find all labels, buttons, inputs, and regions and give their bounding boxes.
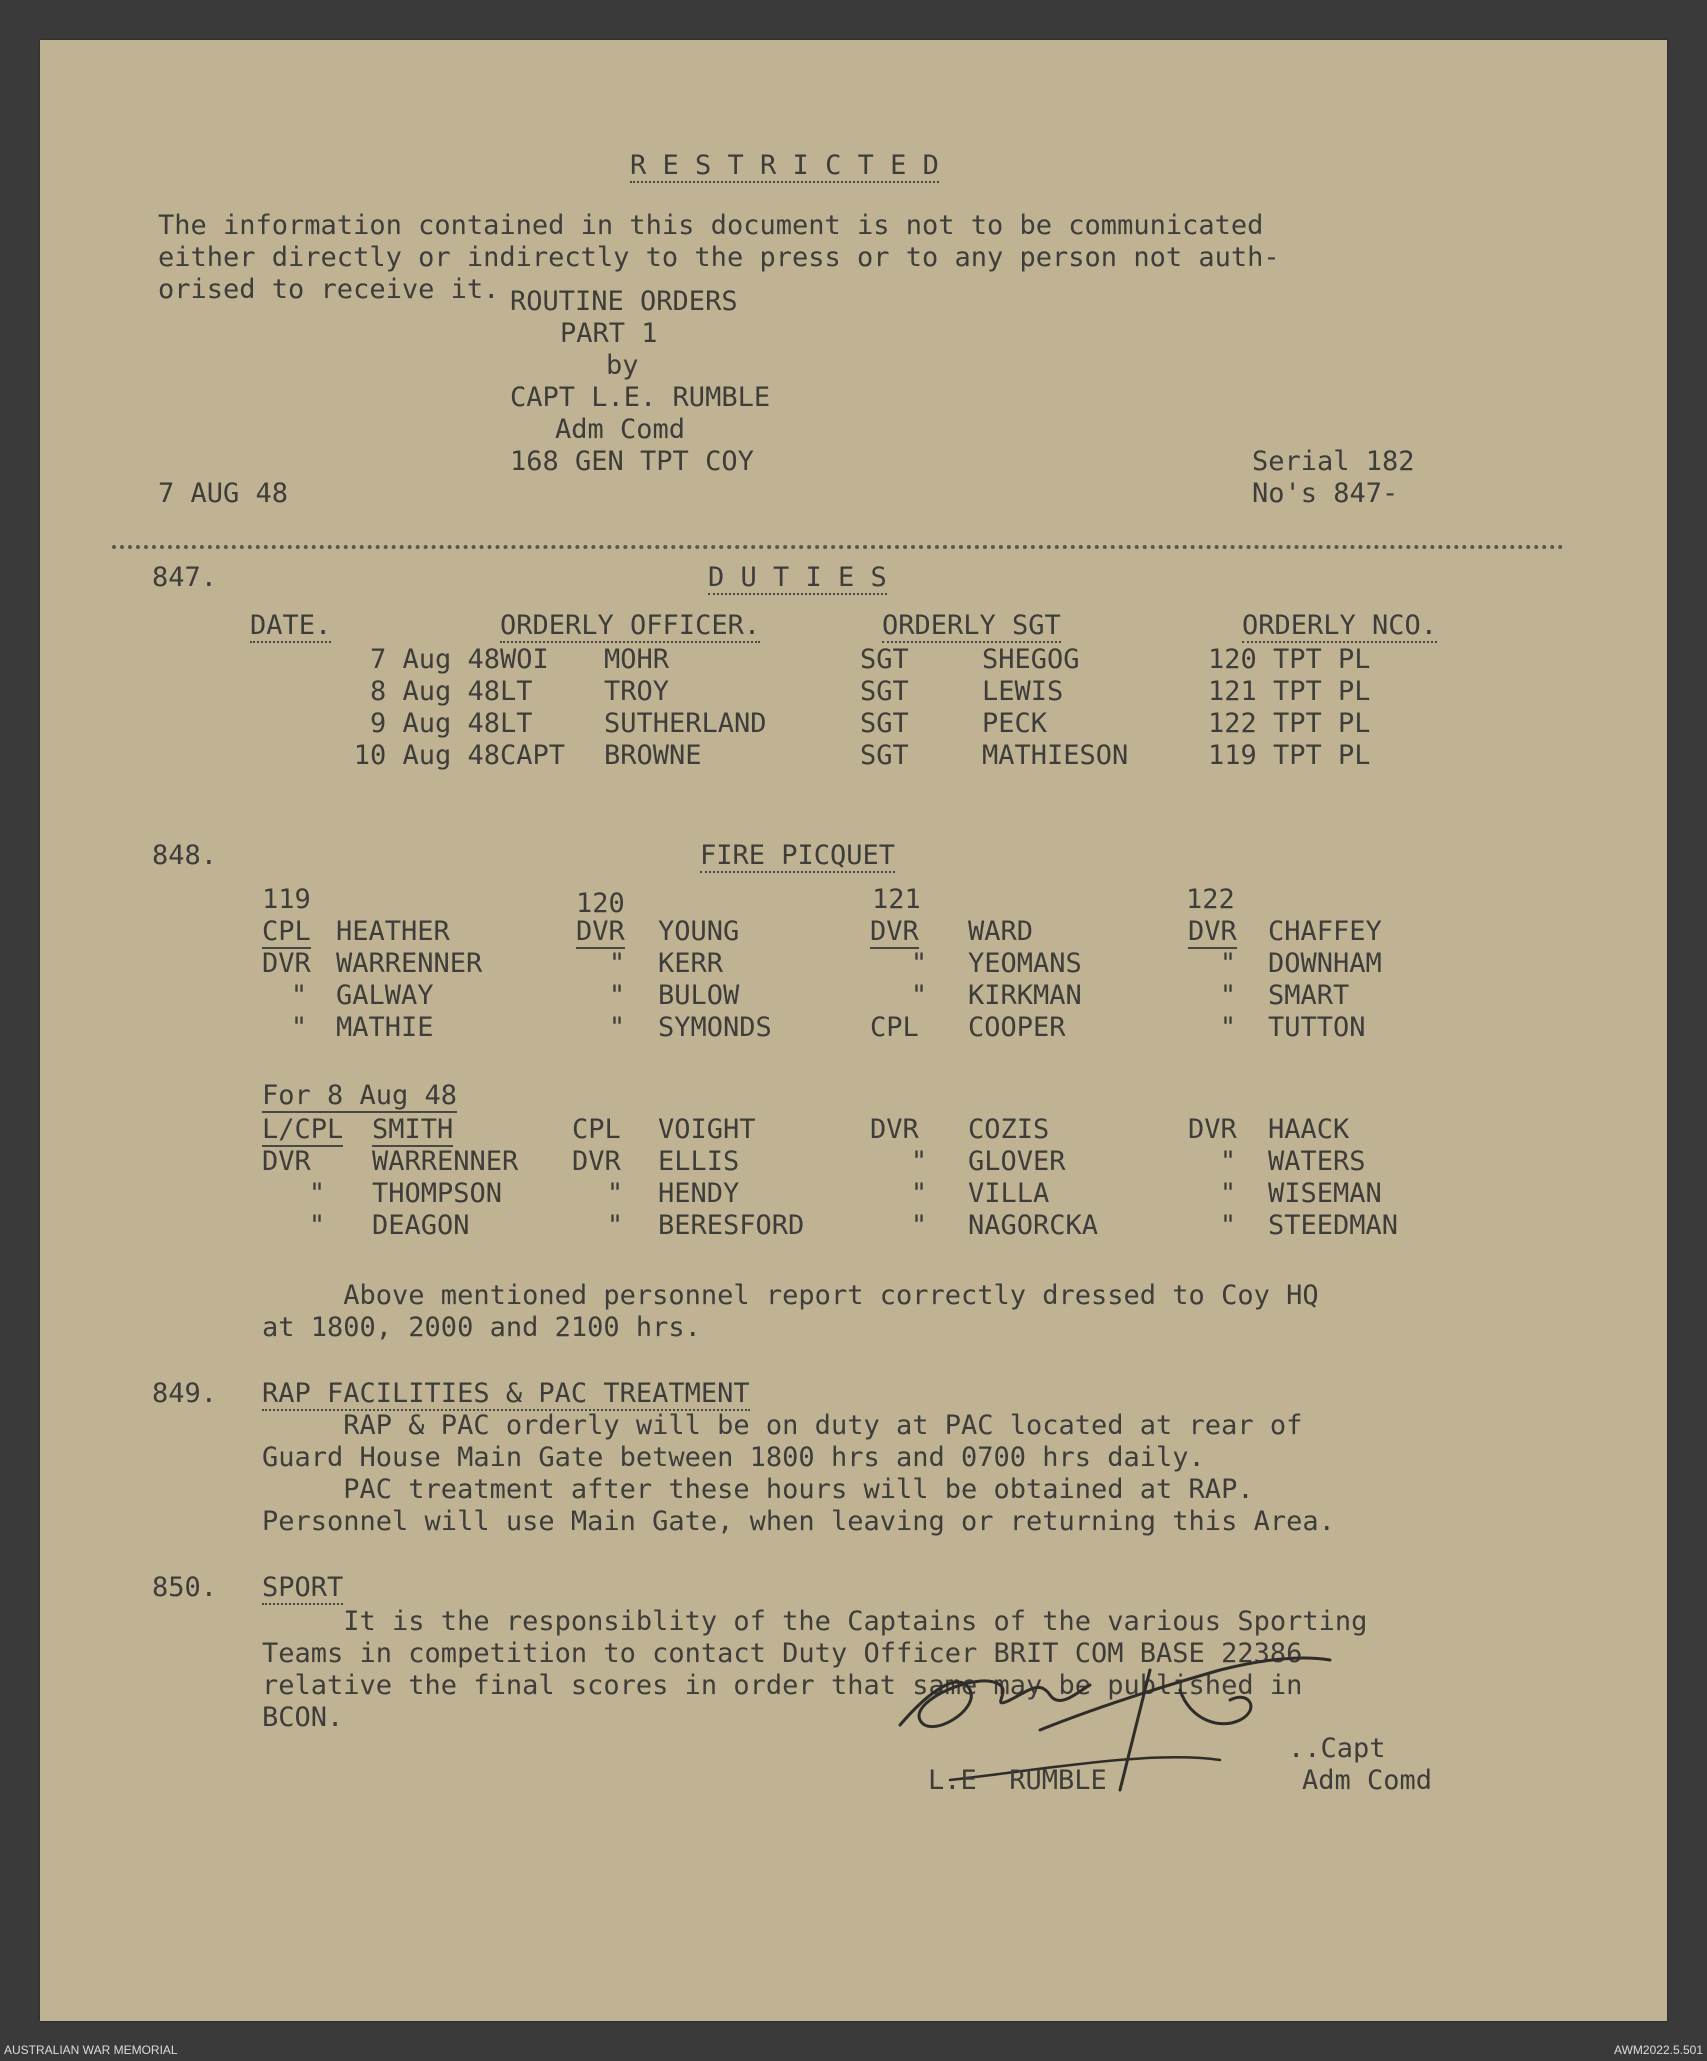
officer-name: SUTHERLAND	[604, 708, 767, 739]
member-name: GALWAY	[336, 980, 434, 1011]
rank: "	[1219, 948, 1237, 979]
member-name: DOWNHAM	[1268, 948, 1382, 979]
member-name: SYMONDS	[658, 1012, 772, 1043]
sgt-rank: SGT	[860, 708, 909, 739]
member-name: KIRKMAN	[968, 980, 1082, 1011]
table-row	[238, 644, 1371, 676]
footer-source: AUSTRALIAN WAR MEMORIAL	[4, 2043, 178, 2057]
duty-date: 10 Aug 48	[353, 740, 500, 771]
rank: "	[910, 1210, 928, 1241]
nco-unit: 120 TPT PL	[1208, 644, 1371, 675]
rank: "	[910, 1178, 928, 1209]
duties-title: D U T I E S	[708, 562, 887, 593]
rank: "	[606, 1210, 624, 1241]
heading-line-3: by	[606, 350, 639, 381]
member-name: COZIS	[968, 1114, 1050, 1145]
member-name: HENDY	[658, 1178, 740, 1209]
sgt-rank: SGT	[860, 740, 909, 771]
platoon-122: 122	[1186, 884, 1235, 915]
member-name: TUTTON	[1268, 1012, 1366, 1043]
signature-rank: ..Capt	[1288, 1733, 1386, 1764]
member-name: CHAFFEY	[1268, 916, 1382, 947]
duties-header-date: DATE.	[250, 610, 332, 641]
officer-name: MOHR	[604, 644, 670, 675]
member-name: WARD	[968, 916, 1034, 947]
order-numbers: No's 847-	[1252, 478, 1399, 509]
rank: DVR	[870, 1114, 919, 1145]
table-row	[262, 916, 1382, 948]
member-name: NAGORCKA	[968, 1210, 1099, 1241]
member-name: VILLA	[968, 1178, 1050, 1209]
member-name: VOIGHT	[658, 1114, 756, 1145]
rank: "	[910, 1146, 928, 1177]
notice-line-2: either directly or indirectly to the press or to any person not auth-	[158, 242, 1280, 273]
footer-reference: AWM2022.5.501	[1614, 2043, 1703, 2057]
member-name: GLOVER	[968, 1146, 1066, 1177]
rap-line-1: RAP & PAC orderly will be on duty at PAC located at rear of	[262, 1410, 1303, 1441]
member-name: YOUNG	[658, 916, 740, 947]
member-name: WARRENNER	[372, 1146, 519, 1177]
sgt-name: MATHIESON	[982, 740, 1129, 771]
picquet-note-1: Above mentioned personnel report correctly dressed to Coy HQ	[262, 1280, 1319, 1311]
sport-line-2: Teams in competition to contact Duty Officer BRIT COM BASE 22386	[262, 1638, 1303, 1669]
member-name: BERESFORD	[658, 1210, 805, 1241]
serial-number: Serial 182	[1252, 446, 1415, 477]
order-date: 7 AUG 48	[158, 478, 289, 509]
picquet-title: FIRE PICQUET	[700, 840, 896, 871]
document-page	[40, 40, 1667, 2021]
rank: "	[308, 1210, 326, 1241]
nco-unit: 119 TPT PL	[1208, 740, 1371, 771]
sgt-name: LEWIS	[982, 676, 1064, 707]
rank: "	[608, 948, 626, 979]
rank: "	[1219, 1012, 1237, 1043]
rank: "	[910, 948, 928, 979]
member-name: SMITH	[372, 1114, 454, 1145]
officer-rank: CAPT	[500, 740, 566, 771]
rap-title: RAP FACILITIES & PAC TREATMENT	[262, 1378, 750, 1409]
member-name: HEATHER	[336, 916, 450, 947]
rank: "	[608, 980, 626, 1011]
officer-rank: LT	[500, 708, 533, 739]
rank: "	[606, 1178, 624, 1209]
notice-line-3: orised to receive it.	[158, 274, 500, 305]
table-row	[262, 948, 1382, 980]
rank: CPL	[262, 916, 311, 947]
sport-line-4: BCON.	[262, 1702, 344, 1733]
classification-heading: R E S T R I C T E D	[630, 150, 939, 181]
table-row	[262, 1146, 1398, 1178]
table-row	[262, 1178, 1398, 1210]
rank: DVR	[870, 916, 919, 947]
sport-line-3: relative the final scores in order that same may be published in	[262, 1670, 1303, 1701]
table-row	[238, 708, 1371, 740]
table-row	[238, 740, 1371, 772]
rank: "	[1219, 1210, 1237, 1241]
sgt-name: SHEGOG	[982, 644, 1080, 675]
table-row	[262, 1012, 1382, 1044]
rank: CPL	[572, 1114, 621, 1145]
rank: DVR	[262, 1146, 311, 1177]
section-number-848: 848.	[152, 840, 218, 871]
picquet-table	[262, 916, 1382, 1044]
heading-line-4: CAPT L.E. RUMBLE	[510, 382, 771, 413]
sgt-rank: SGT	[860, 644, 909, 675]
member-name: SMART	[1268, 980, 1350, 1011]
member-name: BULOW	[658, 980, 740, 1011]
picquet-date-label: For 8 Aug 48	[262, 1080, 458, 1111]
officer-name: BROWNE	[604, 740, 702, 771]
nco-unit: 121 TPT PL	[1208, 676, 1371, 707]
member-name: THOMPSON	[372, 1178, 503, 1209]
signature-name: L.E RUMBLE	[928, 1765, 1107, 1796]
rap-line-3: PAC treatment after these hours will be obtained at RAP.	[262, 1474, 1254, 1505]
section-number-847: 847.	[152, 562, 218, 593]
sport-title: SPORT	[262, 1572, 344, 1603]
signature-appointment: Adm Comd	[1302, 1765, 1433, 1796]
member-name: KERR	[658, 948, 724, 979]
rank: "	[290, 980, 308, 1011]
platoon-121: 121	[872, 884, 921, 915]
rap-line-2: Guard House Main Gate between 1800 hrs and 0700 hrs daily.	[262, 1442, 1205, 1473]
picquet-table-2	[262, 1114, 1398, 1242]
notice-line-1: The information contained in this document is not to be communicated	[158, 210, 1264, 241]
officer-rank: LT	[500, 676, 533, 707]
nco-unit: 122 TPT PL	[1208, 708, 1371, 739]
sgt-rank: SGT	[860, 676, 909, 707]
rank: "	[1219, 980, 1237, 1011]
table-row	[262, 980, 1382, 1012]
duties-header-sgt: ORDERLY SGT	[882, 610, 1061, 641]
picquet-note-2: at 1800, 2000 and 2100 hrs.	[262, 1312, 701, 1343]
heading-line-6: 168 GEN TPT COY	[510, 446, 754, 477]
rank: "	[290, 1012, 308, 1043]
rank: "	[1219, 1146, 1237, 1177]
platoon-119: 119	[262, 884, 311, 915]
member-name: YEOMANS	[968, 948, 1082, 979]
member-name: ELLIS	[658, 1146, 740, 1177]
duties-table	[238, 644, 1371, 772]
member-name: MATHIE	[336, 1012, 434, 1043]
platoon-120: 120	[576, 888, 625, 919]
rank: L/CPL	[262, 1114, 344, 1145]
rank: DVR	[1188, 916, 1237, 947]
sport-line-1: It is the responsiblity of the Captains of the various Sporting	[262, 1606, 1368, 1637]
section-number-849: 849.	[152, 1378, 218, 1409]
table-row	[262, 1114, 1398, 1146]
section-number-850: 850.	[152, 1572, 218, 1603]
member-name: WISEMAN	[1268, 1178, 1382, 1209]
duties-header-nco: ORDERLY NCO.	[1242, 610, 1438, 641]
member-name: COOPER	[968, 1012, 1066, 1043]
heading-line-1: ROUTINE ORDERS	[510, 286, 738, 317]
member-name: DEAGON	[372, 1210, 470, 1241]
rank: "	[308, 1178, 326, 1209]
rank: DVR	[262, 948, 311, 979]
sgt-name: PECK	[982, 708, 1048, 739]
table-row	[238, 676, 1371, 708]
member-name: HAACK	[1268, 1114, 1350, 1145]
officer-rank: WOI	[500, 644, 549, 675]
rank: DVR	[576, 916, 625, 947]
separator-line	[112, 545, 1564, 549]
duty-date: 9 Aug 48	[369, 708, 500, 739]
member-name: WATERS	[1268, 1146, 1366, 1177]
duties-header-officer: ORDERLY OFFICER.	[500, 610, 761, 641]
rank: CPL	[870, 1012, 919, 1043]
rank: DVR	[572, 1146, 621, 1177]
rank: DVR	[1188, 1114, 1237, 1145]
rank: "	[608, 1012, 626, 1043]
heading-line-2: PART 1	[560, 318, 658, 349]
rank: "	[910, 980, 928, 1011]
rap-line-4: Personnel will use Main Gate, when leaving or returning this Area.	[262, 1506, 1335, 1537]
member-name: WARRENNER	[336, 948, 483, 979]
officer-name: TROY	[604, 676, 670, 707]
member-name: STEEDMAN	[1268, 1210, 1399, 1241]
table-row	[262, 1210, 1398, 1242]
duty-date: 8 Aug 48	[369, 676, 500, 707]
rank: "	[1219, 1178, 1237, 1209]
duty-date: 7 Aug 48	[369, 644, 500, 675]
heading-line-5: Adm Comd	[555, 414, 686, 445]
